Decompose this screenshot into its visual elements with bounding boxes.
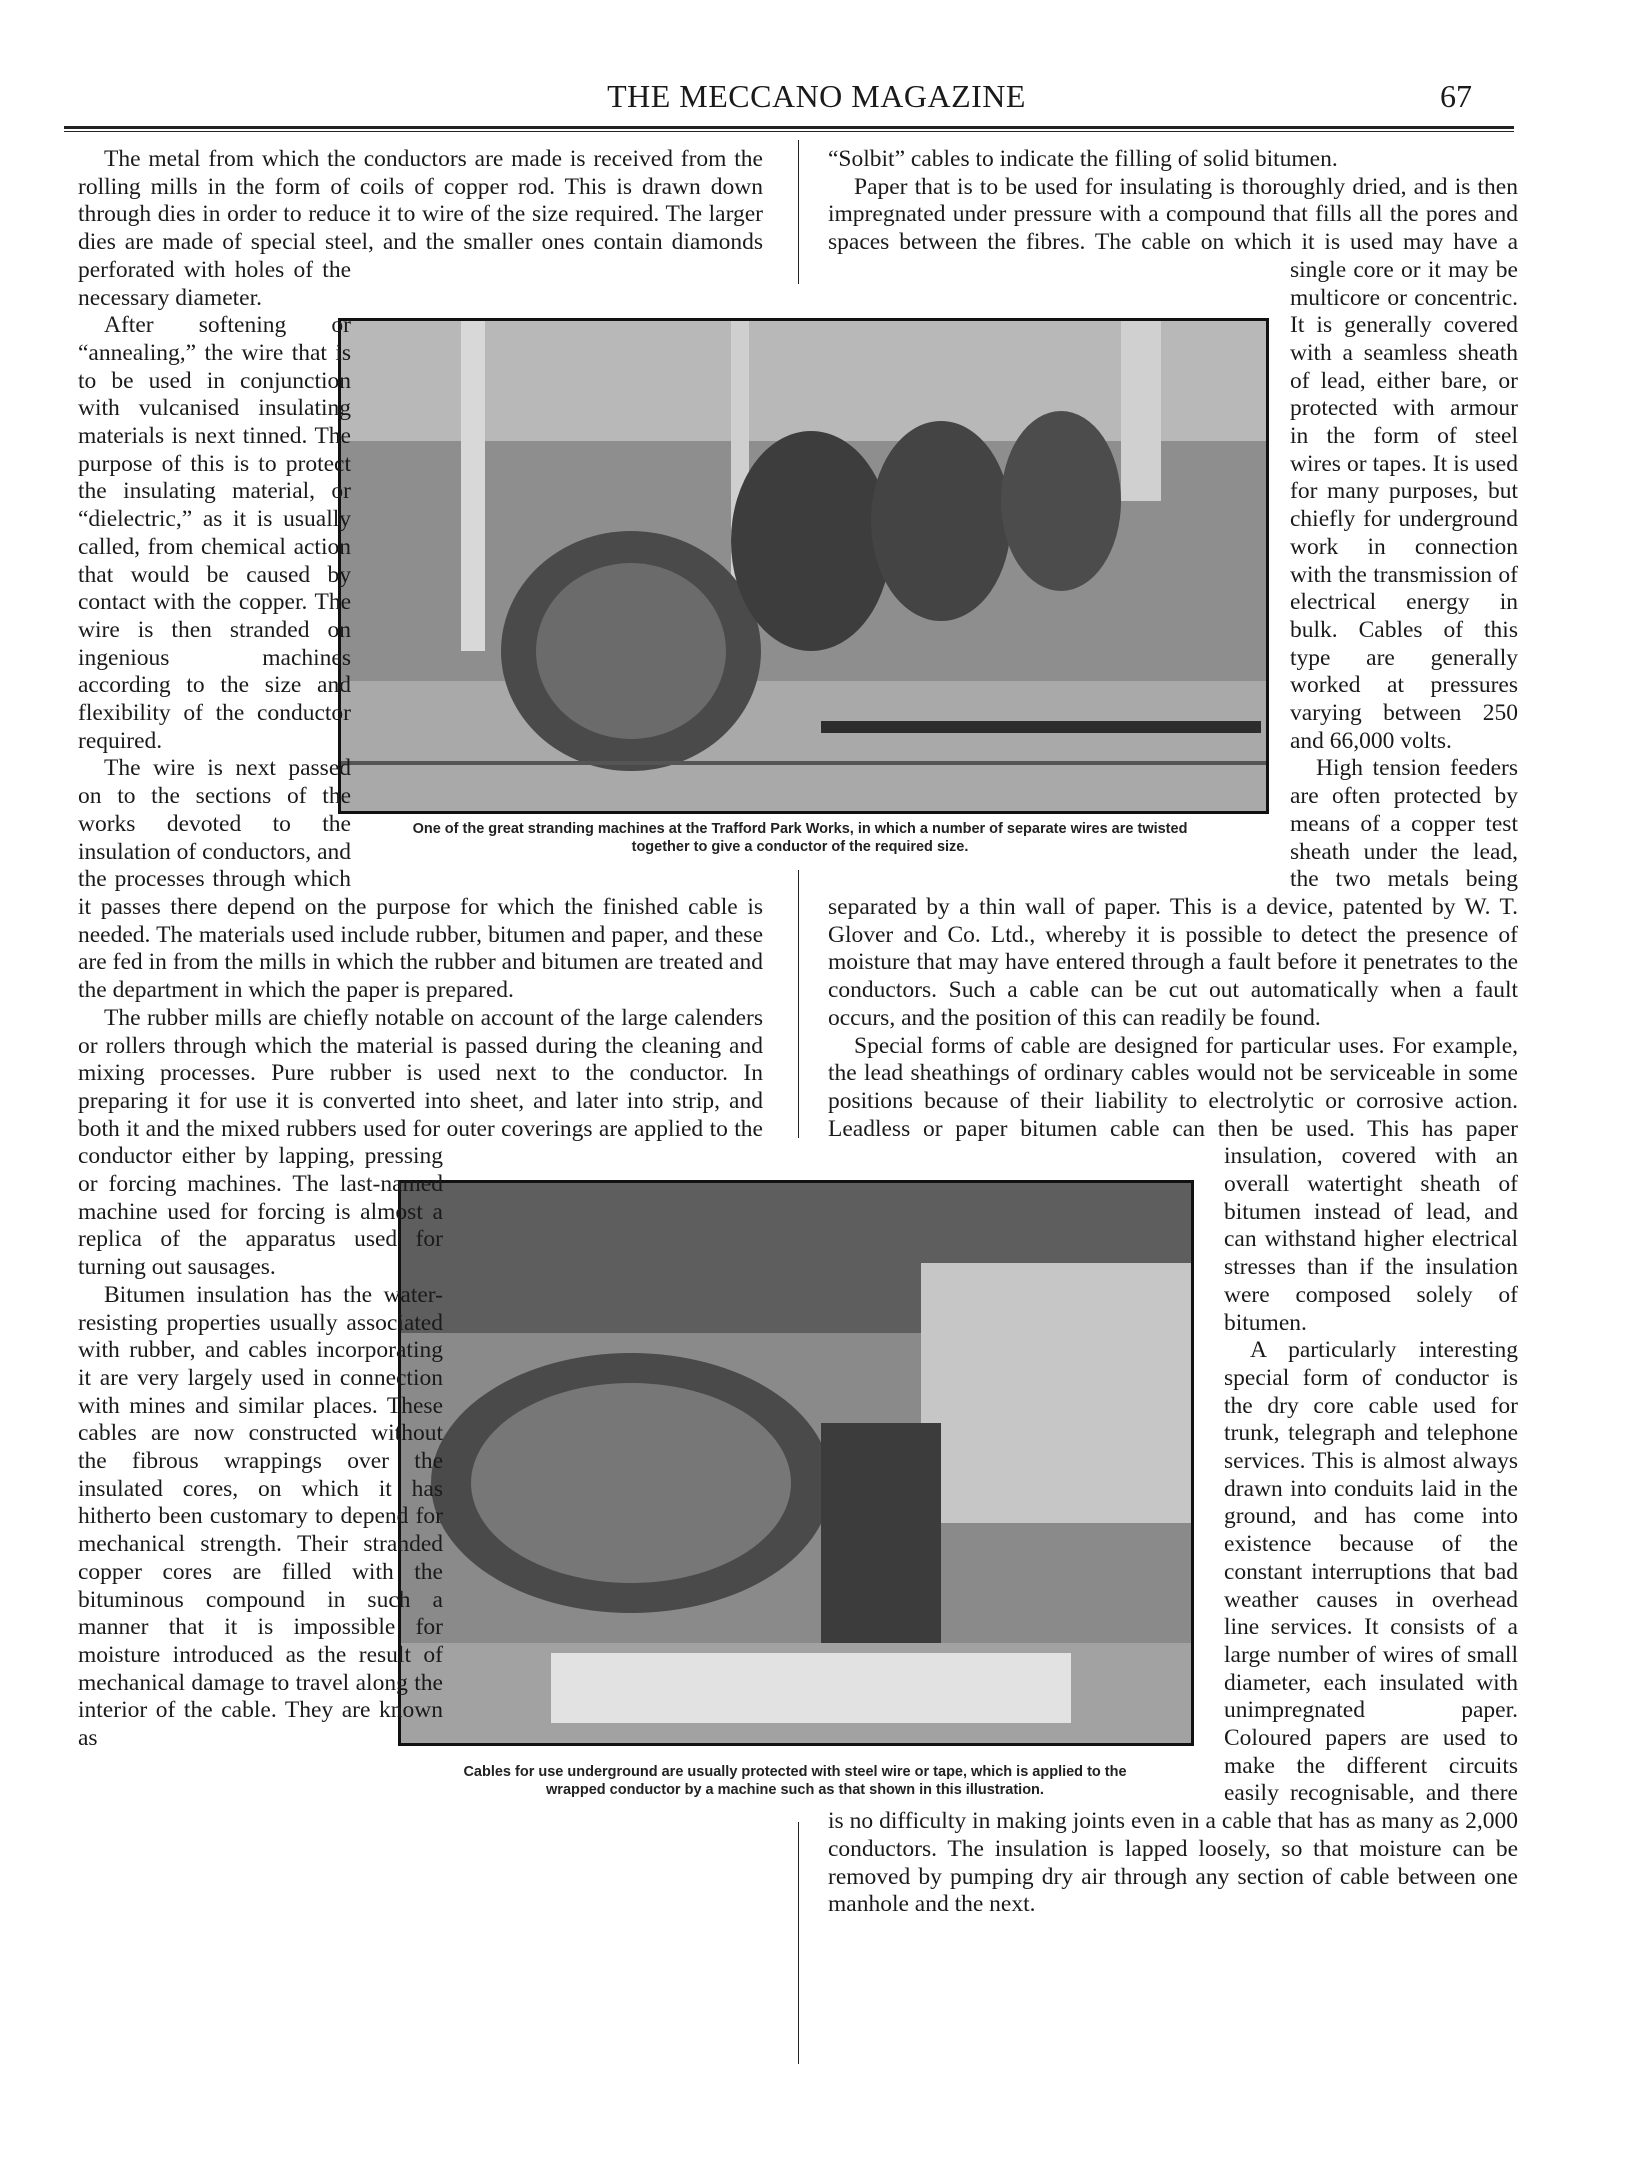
figure-1-caption-line-2: together to give a conductor of the required size. [631,839,969,855]
paragraph: Special forms of cable are designed for particular uses. For example, the lead sheathings of ordinary cables would not be serviceable in some positions because of their liability to electrolytic or corrosive action. Leadless or paper bitumen cable can then be used. This has paper insulation, covered with an overall watertight sheath of bitumen instead of lead, and can withstand higher electrical stresses than if the insulation were composed solely of bitumen. [828,1032,1518,1336]
paragraph: A particularly interesting special form of conductor is the dry core cable used for trunk, telegraph and telephone services. This is almost always drawn into conduits laid in the ground, and has come into existence because of the constant interruptions that bad weather causes in overhead line services. It consists of a large number of wires of small diameter, each insulated with unimpregnated paper. Coloured papers are used to make the different circuits easily recognisable, and there is no difficulty in making joints even in a cable that has as many as 2,000 conductors. The insulation is lapped loosely, so that moisture can be removed by pumping dry air through any section of cable between one manhole and the next. [828,1337,1518,1918]
paragraph: Bitumen insulation has the water-resisting properties usually associated with rubber, and cables incorporating it are very largely used in connection with mines and similar places. These cables are now constructed without the fibrous wrappings over the insulated cores, on which it has hitherto been customary to depend for mechanical strength. Their stranded copper cores are filled with the bituminous compound in such a manner that it is impossible for moisture introduced as the result of mechanical damage to travel along the interior of the cable. They are known as [78,1281,443,1752]
figure-1-wrap-right [828,284,1290,869]
paragraph: The metal from which the conductors are made is received from the rolling mills in the form of coils of copper rod. This is drawn down through dies in order to reduce it to wire of the size required. The larger dies are made of special steel, and the smaller ones contain diamonds perforated with holes of the necessary diameter. [78,146,763,311]
paragraph: The wire is next passed on to the sections of the works devoted to the insulation of conductors, and the processes through which it passes there depend on the purpose for which the finished cable is needed. The materials used include rubber, bitumen and paper, and these are fed in from the mills in which the rubber and bitumen are treated and the department in which the paper is prepared. [78,755,763,1004]
paragraph: After softening or “annealing,” the wire that is to be used in conjunction with vulcanised insulating materials is next tinned. The purpose of this is to protect the insulating material, or “dielectric,” as it is usually called, from chemical action that would be caused by contact with the copper. The wire is then stranded on ingenious machines according to the size and flexibility of the conductor required. [78,312,351,754]
figure-2-caption-line-2: wrapped conductor by a machine such as that shown in this illustration. [546,1782,1044,1798]
figure-2-wrap-left [443,1159,763,1781]
magazine-title: THE MECCANO MAGAZINE [607,78,1026,114]
header-rule-thin [64,131,1514,132]
paragraph: Paper that is to be used for insulating is thoroughly dried, and is then impregnated under pressure with a compound that fills all the pores and spaces between the fibres. The cable on which it is used may have a single core or it may be multicore or concentric. It is generally covered with a seamless sheath of lead, either bare, or protected with armour in the form of steel wires or tapes. It is used for many purposes, but chiefly for underground work in connection with the transmission of electrical energy in bulk. Cables of this type are generally worked at pressures varying between 250 and 66,000 volts. [828,173,1518,754]
header-rule [64,126,1514,129]
figure-1-wrap-left [351,284,763,869]
figure-2-wrap-right [828,1159,1224,1781]
paragraph: The rubber mills are chiefly notable on account of the large calenders or rollers through which the material is passed during the cleaning and mixing processes. Pure rubber is used next to the conductor. In preparing it for use it is converted into sheet, and later into strip, and both it and the mixed rubbers used for outer coverings are applied to the conductor either by lapping, pressing or forcing machines. The last-named machine used for forcing is almost a replica of the apparatus used for turning out sausages. [78,1004,763,1281]
column-divider-top [798,140,799,284]
paragraph: High tension feeders are often protected by means of a copper test sheath under the lead, the two metals being separated by a thin wall of paper. This is a device, patented by W. T. Glover and Co. Ltd., whereby it is possible to detect the presence of moisture that may have entered through a fault before it penetrates to the conductors. Such a cable can be cut out automatically when a fault occurs, and the position of this can readily be found. [828,755,1518,1031]
figure-1-caption-line-1: One of the great stranding machines at the Trafford Park Works, in which a number of separate wires are twisted [412,821,1188,837]
right-column [828,146,1518,1919]
column-divider-middle [798,870,799,1138]
figure-2-caption-line-1: Cables for use underground are usually protected with steel wire or tape, which is applied to the [463,1764,1127,1780]
page-number: 67 [1440,78,1472,114]
left-column [78,146,763,1781]
paragraph: “Solbit” cables to indicate the filling of solid bitumen. [828,146,1338,172]
column-divider-bottom [798,1822,799,2064]
